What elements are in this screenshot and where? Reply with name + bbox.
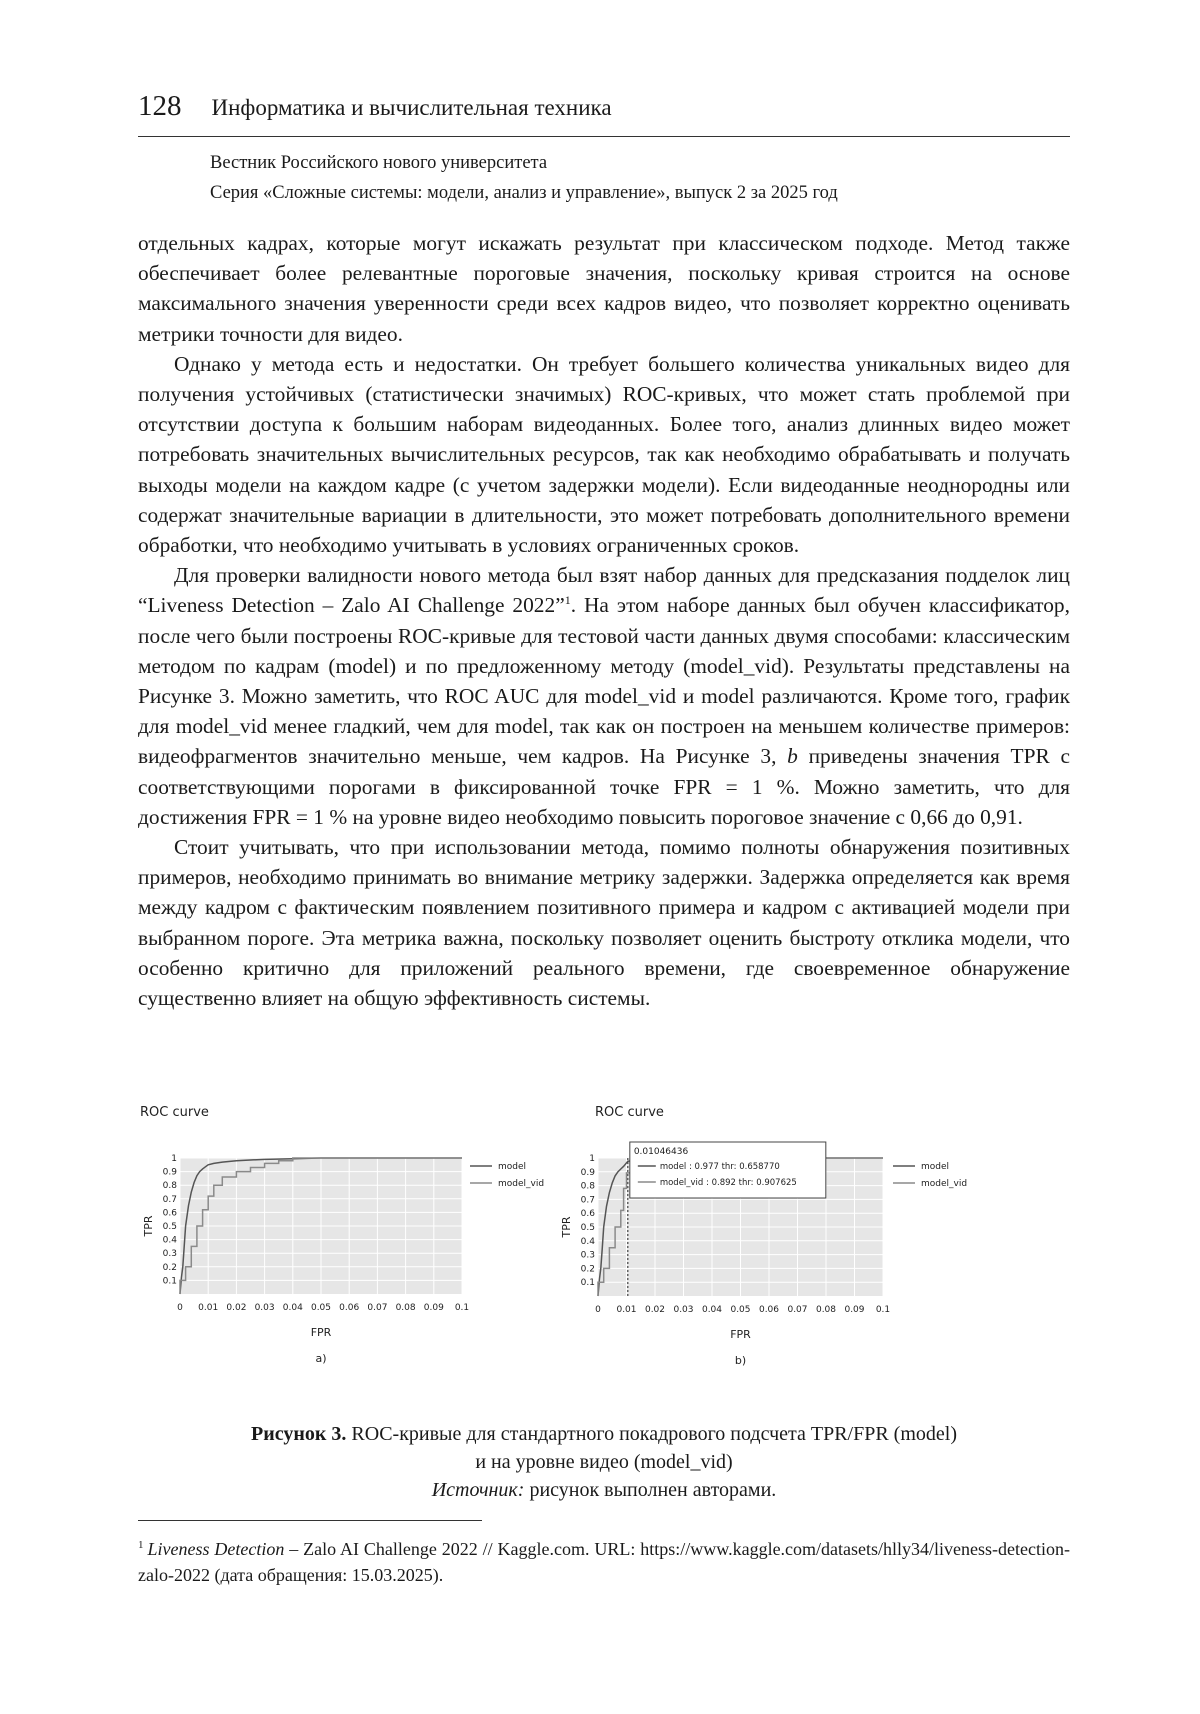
caption-text-1: ROC-кривые для стандартного покадрового подсчета TPR/FPR (model) — [346, 1423, 957, 1445]
y-tick-label: 0.6 — [580, 1209, 595, 1220]
y-tick-label: 0.4 — [162, 1235, 177, 1246]
y-tick-label: 0.2 — [162, 1262, 177, 1273]
paragraph-1: отдельных кадрах, которые могут искажать результат при классическом подходе. Метод также обеспечивает более релевантные пороговые значения, поскольку кривая строится на основе максимального значения уверенности среди всех кадров видео, что позволяет корректно оценивать метрики точности для видео. — [138, 231, 1070, 346]
journal-series: Серия «Сложные системы: модели, анализ и управление», выпуск 2 за 2025 год — [210, 183, 838, 203]
y-tick-label: 0.8 — [580, 1181, 595, 1192]
y-tick-label: 0.7 — [580, 1195, 595, 1206]
legend-label: model — [921, 1162, 950, 1172]
footnote-number: 1 — [138, 1539, 144, 1551]
x-tick-label: 0.06 — [339, 1303, 360, 1313]
x-tick-label: 0.05 — [310, 1303, 332, 1313]
footnote-text: – Zalo AI Challenge 2022 // Kaggle.com. URL: https://www.kaggle.com/datasets/hlly34/liveness-detection-zalo-2022 (дата обращения: 15.03.2025). — [138, 1539, 1070, 1585]
x-tick-label: 0.01 — [616, 1305, 637, 1315]
tooltip-row: model : 0.977 thr: 0.658770 — [659, 1162, 780, 1172]
footnote-rule — [138, 1520, 482, 1521]
x-tick-label: 0.05 — [730, 1305, 751, 1315]
figure-caption — [138, 1420, 1070, 1504]
roc-chart-a-svg — [140, 1098, 620, 1413]
paragraph-3 — [138, 560, 1070, 832]
y-tick-label: 0.8 — [162, 1181, 177, 1192]
panel-ref-italic: b — [787, 744, 798, 769]
x-tick-label: 0.03 — [673, 1305, 694, 1315]
y-tick-label: 1 — [589, 1154, 595, 1164]
paragraph-3-part-c: приведены значения TPR с соответствующими порогами в фиксированной точке FPR = 1 %. Можно заметить, что для достижения FPR = 1 % на уровне видео необходимо повысить пороговое значение с 0,66 до 0,91. — [138, 744, 1070, 829]
page-number: 128 — [138, 90, 182, 122]
x-tick-label: 0.08 — [815, 1305, 837, 1315]
x-tick-label: 0.07 — [787, 1305, 808, 1315]
footnote-italic: Liveness Detection — [147, 1539, 285, 1559]
x-tick-label: 0.1 — [454, 1303, 470, 1313]
figure-3 — [140, 1098, 1070, 1428]
paragraph-3-part-a: Для проверки валидности нового метода был взят набор данных для предсказания подделок лиц “Liveness Detection – Zalo AI Challenge 2022” — [138, 563, 1070, 618]
panel-label: b) — [734, 1354, 747, 1367]
y-axis-label: TPR — [560, 1216, 573, 1238]
y-tick-label: 0.4 — [580, 1236, 595, 1247]
y-tick-label: 0.3 — [580, 1250, 595, 1261]
y-tick-label: 0.6 — [162, 1208, 177, 1219]
caption-source — [138, 1476, 1070, 1504]
x-tick-label: 0.02 — [226, 1303, 247, 1313]
y-tick-label: 0.1 — [580, 1278, 595, 1289]
x-axis-label: FPR — [730, 1328, 751, 1341]
tooltip-title: 0.01046436 — [633, 1147, 689, 1157]
x-tick-label: 0.08 — [395, 1303, 416, 1313]
x-tick-label: 0.02 — [644, 1305, 666, 1315]
y-tick-label: 0.2 — [580, 1264, 595, 1275]
tooltip-row: model_vid : 0.892 thr: 0.907625 — [659, 1178, 797, 1188]
paragraph-2: Однако у метода есть и недостатки. Он требует большего количества уникальных видео для получения устойчивых (статистически значимых) ROC-кривых, что может стать проблемой при отсутствии доступа к большим наборам видеоданных. Более того, анализ длинных видео может потребовать значительных вычислительных ресурсов, так как необходимо обрабатывать и получать выходы модели на каждом кадре (с учетом задержки модели). Если видеоданные неоднородны или содержат значительные вариации в длительности, это может потребовать дополнительного времени обработки, что необходимо учитывать в условиях ограниченных сроков. — [138, 351, 1070, 558]
article-body — [138, 228, 1070, 1013]
y-tick-label: 0.9 — [580, 1167, 595, 1178]
legend-label: model — [498, 1162, 527, 1172]
x-tick-label: 0.03 — [254, 1303, 275, 1313]
y-tick-label: 1 — [171, 1154, 177, 1164]
header-line — [138, 90, 1070, 123]
x-tick-label: 0.09 — [844, 1305, 865, 1315]
x-tick-label: 0.04 — [282, 1303, 303, 1313]
x-tick-label: 0 — [177, 1303, 183, 1313]
y-axis-label: TPR — [142, 1215, 155, 1237]
header-rule — [138, 136, 1070, 137]
footnote-ref[interactable]: 1 — [564, 593, 571, 608]
roc-chart-b — [560, 1098, 1125, 1413]
x-axis-label: FPR — [310, 1326, 332, 1339]
y-tick-label: 0.5 — [162, 1222, 177, 1232]
x-tick-label: 0.07 — [367, 1303, 388, 1313]
x-tick-label: 0.1 — [875, 1305, 891, 1315]
x-tick-label: 0.06 — [758, 1305, 780, 1315]
legend-label: model_vid — [921, 1179, 968, 1189]
legend-label: model_vid — [498, 1179, 545, 1189]
y-tick-label: 0.1 — [162, 1276, 177, 1287]
roc-chart-b-svg — [560, 1098, 1125, 1413]
paragraph-3-part-b: . На этом наборе данных был обучен классификатор, после чего были построены ROC-кривые для тестовой части данных двумя способами: классическим методом по кадрам (model) и по предложенному методу (model_vid). Результаты представлены на Рисунке 3. Можно заметить, что ROC AUC для model_vid и model различаются. Кроме того, график для model_vid менее гладкий, чем для model, так как он построен на меньшем количестве примеров: видеофрагментов значительно меньше, чем кадров. На Рисунке 3, — [138, 593, 1070, 769]
footnote — [138, 1532, 1070, 1588]
caption-label: Рисунок 3. — [251, 1423, 347, 1445]
caption-line-1 — [138, 1420, 1070, 1448]
y-tick-label: 0.3 — [162, 1249, 177, 1260]
caption-source-label: Источник: — [431, 1479, 525, 1501]
x-tick-label: 0 — [595, 1305, 601, 1315]
y-tick-label: 0.7 — [162, 1194, 177, 1205]
x-tick-label: 0.04 — [701, 1305, 723, 1315]
panel-label: a) — [315, 1352, 327, 1365]
journal-info — [210, 148, 838, 208]
journal-title: Вестник Российского нового университета — [210, 153, 548, 173]
chart-title: ROC curve — [140, 1105, 209, 1120]
x-tick-label: 0.01 — [198, 1303, 219, 1313]
caption-source-text: рисунок выполнен авторами. — [524, 1479, 777, 1501]
page-header — [138, 90, 1070, 203]
x-tick-label: 0.09 — [423, 1303, 444, 1313]
y-tick-label: 0.5 — [580, 1223, 595, 1233]
section-title: Информатика и вычислительная техника — [211, 95, 612, 120]
y-tick-label: 0.9 — [162, 1167, 177, 1178]
caption-text-2: и на уровне видео (model_vid) — [475, 1451, 733, 1473]
paragraph-4: Стоит учитывать, что при использовании метода, помимо полноты обнаружения позитивных примеров, необходимо принимать во внимание метрику задержки. Задержка определяется как время между кадром с фактическим появлением позитивного примера и кадром с активацией модели при выбранном пороге. Эта метрика важна, поскольку позволяет оценить быстроту отклика модели, что особенно критично для приложений реального времени, где своевременное обнаружение существенно влияет на общую эффективность системы. — [138, 835, 1070, 1011]
chart-title: ROC curve — [595, 1105, 664, 1120]
roc-chart-a — [140, 1098, 620, 1413]
